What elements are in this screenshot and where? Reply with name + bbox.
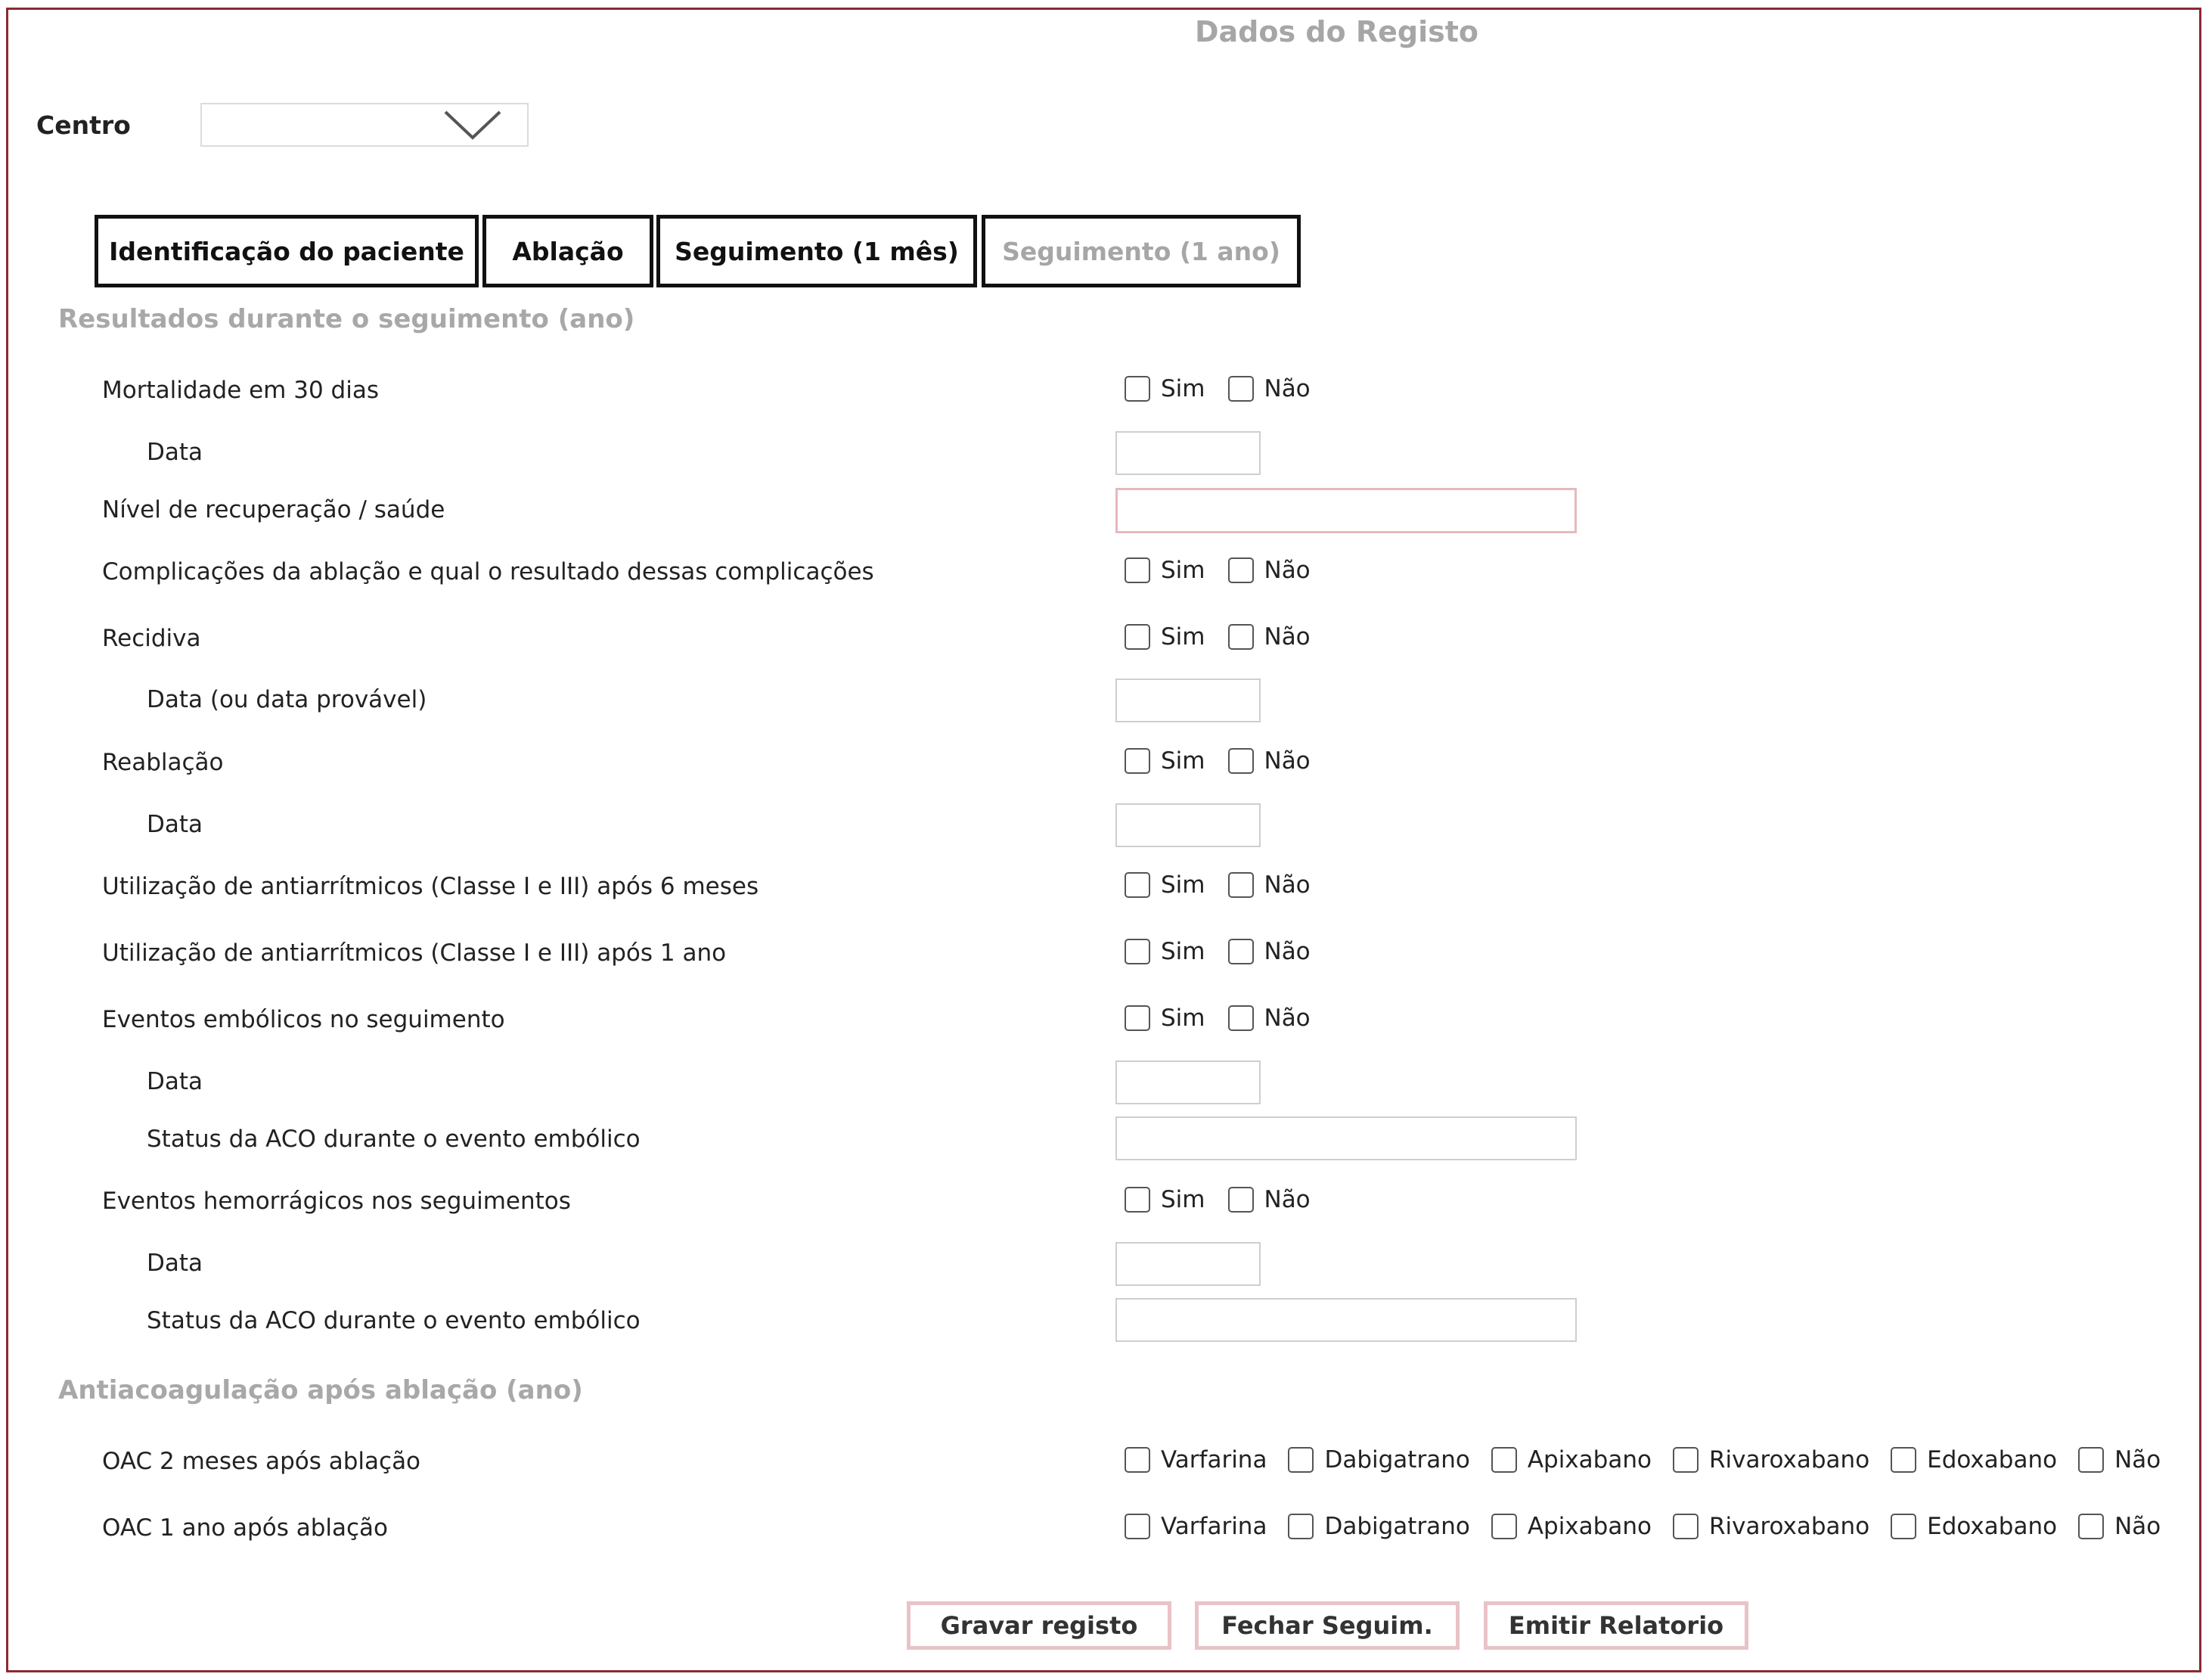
recidiva-data-input[interactable] <box>1115 679 1261 722</box>
label-antiarritmicos-1-ano: Utilização de antiarrítmicos (Classe I e III) após 1 ano <box>102 939 727 967</box>
option-label: Não <box>1264 1186 1311 1213</box>
option-label: Sim <box>1161 1005 1205 1032</box>
eventos-hemorragicos-options <box>1125 1186 1333 1213</box>
complicacoes-options <box>1125 557 1333 584</box>
option-label: Não <box>1264 871 1311 899</box>
eventos-embolicos-options <box>1125 1005 1333 1032</box>
oac-2-meses-options <box>1125 1446 2183 1473</box>
option-label: Não <box>1264 747 1311 775</box>
label-mortalidade: Mortalidade em 30 dias <box>102 377 379 404</box>
oac1a-edoxabano-checkbox[interactable] <box>1891 1514 1916 1539</box>
antiarritmicos-6m-nao-checkbox[interactable] <box>1228 872 1254 898</box>
antiarritmicos-6-meses-options <box>1125 871 1333 899</box>
option-label: Não <box>2114 1513 2161 1540</box>
label-recidiva: Recidiva <box>102 625 201 652</box>
reablacao-options <box>1125 747 1333 775</box>
antiarritmicos-1-ano-options <box>1125 938 1333 965</box>
complicacoes-nao-checkbox[interactable] <box>1228 557 1254 583</box>
mortalidade-nao-checkbox[interactable] <box>1228 376 1254 402</box>
hemorragicos-data-input[interactable] <box>1115 1242 1261 1286</box>
oac2m-apixabano-checkbox[interactable] <box>1491 1447 1517 1473</box>
label-embolicos-data: Data <box>147 1068 203 1095</box>
complicacoes-sim-checkbox[interactable] <box>1125 557 1150 583</box>
label-recidiva-data: Data (ou data provável) <box>147 686 427 713</box>
centro-label: Centro <box>36 110 131 140</box>
option-label: Sim <box>1161 557 1205 584</box>
oac1a-apixabano-checkbox[interactable] <box>1491 1514 1517 1539</box>
label-reablacao-data: Data <box>147 811 203 838</box>
mortalidade-sim-checkbox[interactable] <box>1125 376 1150 402</box>
page-title: Dados do Registo <box>1195 15 1479 48</box>
tab-identificacao[interactable]: Identificação do paciente <box>95 215 479 287</box>
option-label: Não <box>1264 557 1311 584</box>
option-label: Sim <box>1161 1186 1205 1213</box>
recidiva-options <box>1125 623 1333 651</box>
option-label: Sim <box>1161 375 1205 402</box>
option-label: Dabigatrano <box>1324 1513 1470 1540</box>
nivel-recuperacao-input[interactable] <box>1115 488 1577 533</box>
label-oac-1-ano: OAC 1 ano após ablação <box>102 1514 388 1542</box>
antiarritmicos-1a-nao-checkbox[interactable] <box>1228 939 1254 964</box>
label-hemorragicos-status-aco: Status da ACO durante o evento embólico <box>147 1307 641 1334</box>
option-label: Dabigatrano <box>1324 1446 1470 1473</box>
option-label: Varfarina <box>1161 1446 1267 1473</box>
reablacao-sim-checkbox[interactable] <box>1125 748 1150 774</box>
option-label: Não <box>1264 375 1311 402</box>
tab-seguimento-1-ano[interactable]: Seguimento (1 ano) <box>982 215 1301 287</box>
oac2m-rivaroxabano-checkbox[interactable] <box>1673 1447 1699 1473</box>
option-label: Sim <box>1161 871 1205 899</box>
option-label: Não <box>1264 938 1311 965</box>
recidiva-nao-checkbox[interactable] <box>1228 624 1254 650</box>
embolicos-sim-checkbox[interactable] <box>1125 1005 1150 1031</box>
option-label: Edoxabano <box>1927 1446 2058 1473</box>
gravar-registo-button[interactable]: Gravar registo <box>907 1601 1171 1650</box>
hemorragicos-nao-checkbox[interactable] <box>1228 1187 1254 1213</box>
oac1a-rivaroxabano-checkbox[interactable] <box>1673 1514 1699 1539</box>
antiarritmicos-6m-sim-checkbox[interactable] <box>1125 872 1150 898</box>
option-label: Apixabano <box>1527 1446 1652 1473</box>
option-label: Edoxabano <box>1927 1513 2058 1540</box>
label-antiarritmicos-6-meses: Utilização de antiarrítmicos (Classe I e III) após 6 meses <box>102 873 759 900</box>
centro-select[interactable] <box>200 103 529 147</box>
option-label: Sim <box>1161 938 1205 965</box>
tab-ablacao[interactable]: Ablação <box>482 215 653 287</box>
oac2m-varfarina-checkbox[interactable] <box>1125 1447 1150 1473</box>
embolicos-status-aco-input[interactable] <box>1115 1116 1577 1160</box>
label-complicacoes: Complicações da ablação e qual o resultado dessas complicações <box>102 558 874 585</box>
reablacao-data-input[interactable] <box>1115 803 1261 847</box>
option-label: Rivaroxabano <box>1708 1513 1870 1540</box>
option-label: Varfarina <box>1161 1513 1267 1540</box>
embolicos-nao-checkbox[interactable] <box>1228 1005 1254 1031</box>
recidiva-sim-checkbox[interactable] <box>1125 624 1150 650</box>
emitir-relatorio-button[interactable]: Emitir Relatorio <box>1484 1601 1748 1650</box>
reablacao-nao-checkbox[interactable] <box>1228 748 1254 774</box>
label-mortalidade-data: Data <box>147 439 203 466</box>
option-label: Não <box>1264 1005 1311 1032</box>
option-label: Não <box>2114 1446 2161 1473</box>
section-title-antiacoagulacao: Antiacoagulação após ablação (ano) <box>58 1375 583 1405</box>
label-hemorragicos-data: Data <box>147 1250 203 1277</box>
hemorragicos-sim-checkbox[interactable] <box>1125 1187 1150 1213</box>
option-label: Sim <box>1161 747 1205 775</box>
tab-seguimento-1-mes[interactable]: Seguimento (1 mês) <box>656 215 977 287</box>
antiarritmicos-1a-sim-checkbox[interactable] <box>1125 939 1150 964</box>
oac-1-ano-options <box>1125 1513 2183 1540</box>
label-embolicos-status-aco: Status da ACO durante o evento embólico <box>147 1126 641 1153</box>
oac1a-nao-checkbox[interactable] <box>2078 1514 2104 1539</box>
oac2m-nao-checkbox[interactable] <box>2078 1447 2104 1473</box>
option-label: Rivaroxabano <box>1708 1446 1870 1473</box>
label-reablacao: Reablação <box>102 749 224 776</box>
mortalidade-data-input[interactable] <box>1115 431 1261 475</box>
oac2m-edoxabano-checkbox[interactable] <box>1891 1447 1916 1473</box>
section-title-resultados: Resultados durante o seguimento (ano) <box>58 304 635 334</box>
oac1a-varfarina-checkbox[interactable] <box>1125 1514 1150 1539</box>
label-eventos-hemorragicos: Eventos hemorrágicos nos seguimentos <box>102 1188 571 1215</box>
option-label: Apixabano <box>1527 1513 1652 1540</box>
embolicos-data-input[interactable] <box>1115 1060 1261 1104</box>
option-label: Não <box>1264 623 1311 651</box>
option-label: Sim <box>1161 623 1205 651</box>
chevron-down-icon <box>442 109 503 145</box>
fechar-seguimento-button[interactable]: Fechar Seguim. <box>1195 1601 1460 1650</box>
label-eventos-embolicos: Eventos embólicos no seguimento <box>102 1006 505 1033</box>
hemorragicos-status-aco-input[interactable] <box>1115 1298 1577 1342</box>
mortalidade-options <box>1125 375 1333 402</box>
label-oac-2-meses: OAC 2 meses após ablação <box>102 1448 421 1475</box>
label-nivel-recuperacao: Nível de recuperação / saúde <box>102 496 445 523</box>
oac1a-dabigatrano-checkbox[interactable] <box>1288 1514 1314 1539</box>
oac2m-dabigatrano-checkbox[interactable] <box>1288 1447 1314 1473</box>
